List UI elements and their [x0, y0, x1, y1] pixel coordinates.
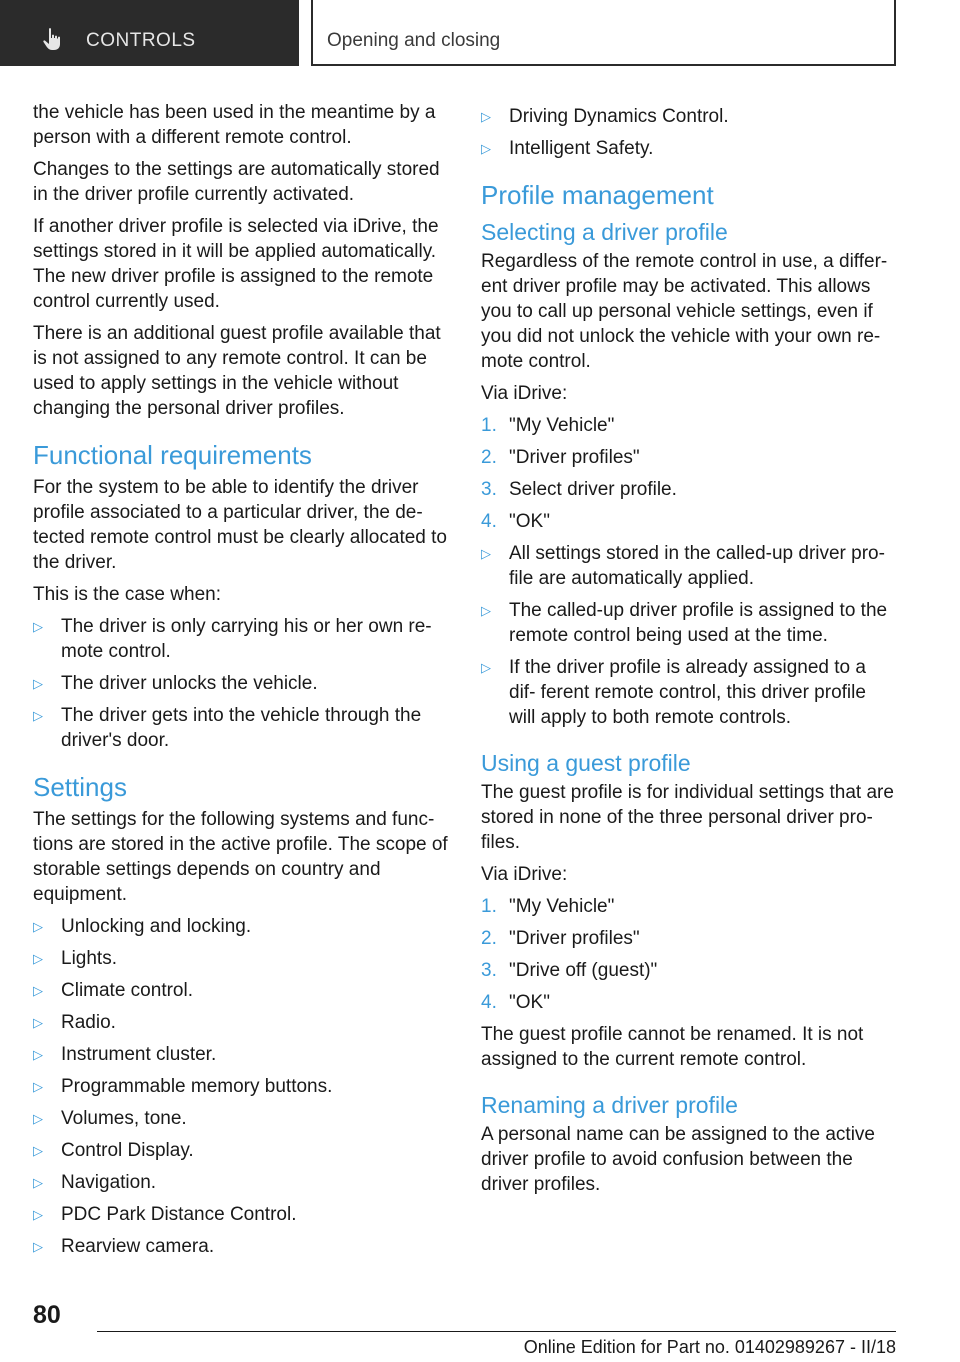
paragraph: The guest profile is for individual settings that are stored in none of the three personal driver pro‐ files.: [481, 782, 894, 853]
right-column: [481, 100, 896, 1204]
selecting-steps: [481, 413, 896, 534]
list-item-text: Climate control.: [61, 980, 193, 1001]
settings-list-continued: [481, 104, 896, 161]
footer-edition-text: Online Edition for Part no. 01402989267 - II/18: [523, 1337, 896, 1357]
step-item: [481, 445, 896, 470]
paragraph: The guest profile cannot be renamed. It is not assigned to the current remote control.: [481, 1024, 864, 1070]
list-item: [33, 703, 448, 753]
paragraph: Via iDrive:: [481, 864, 568, 885]
step-item: [481, 477, 896, 502]
step-item: [481, 926, 896, 951]
list-item-text: The called-up driver profile is assigned to the remote control being used at the time.: [509, 600, 888, 646]
paragraph: If another driver profile is selected via iDrive, the settings stored in it will be applied automatically. The new driver profile is assigned to the remote control currently used.: [33, 216, 439, 312]
triangle-bullet-icon: ▷: [33, 676, 43, 691]
footer-divider: [97, 1331, 896, 1332]
left-column: [33, 100, 448, 1266]
list-item: [481, 598, 896, 648]
paragraph: Regardless of the remote control in use, a differ‐ ent driver profile may be activated. This allows you to call up personal vehicle settings, even if you did not unlock the vehicle with your own re‐ mote control.: [481, 251, 888, 372]
list-item-text: Lights.: [61, 948, 117, 969]
settings-list: [33, 914, 448, 1259]
paragraph: the vehicle has been used in the meantime by a person with a different remote control.: [33, 102, 436, 148]
triangle-bullet-icon: ▷: [33, 1175, 43, 1190]
list-item: [33, 671, 448, 696]
list-item: [33, 978, 448, 1003]
triangle-bullet-icon: ▷: [33, 708, 43, 723]
list-item: [33, 946, 448, 971]
triangle-bullet-icon: ▷: [481, 141, 491, 156]
triangle-bullet-icon: ▷: [33, 1079, 43, 1094]
list-item: [33, 1042, 448, 1067]
step-text: "Drive off (guest)": [509, 960, 658, 981]
list-item-text: All settings stored in the called-up driver pro‐ file are automatically applied.: [509, 543, 885, 589]
triangle-bullet-icon: ▷: [481, 603, 491, 618]
list-item: [33, 1234, 448, 1259]
list-item: [481, 104, 896, 129]
paragraph: Changes to the settings are automatically stored in the driver profile currently activated.: [33, 159, 440, 205]
list-item: [33, 1010, 448, 1035]
requirements-list: [33, 614, 448, 753]
triangle-bullet-icon: ▷: [33, 619, 43, 634]
triangle-bullet-icon: ▷: [33, 983, 43, 998]
heading-functional-requirements: Functional requirements: [33, 440, 312, 470]
list-item-text: Instrument cluster.: [61, 1044, 217, 1065]
step-text: "Driver profiles": [509, 928, 640, 949]
list-item: [33, 1202, 448, 1227]
list-item-text: PDC Park Distance Control.: [61, 1204, 297, 1225]
step-number: 4.: [481, 992, 497, 1013]
paragraph: Via iDrive:: [481, 383, 568, 404]
hand-touch-icon: [40, 26, 66, 52]
paragraph: The settings for the following systems and func‐ tions are stored in the active profile. The scope of storable settings depends on country and equipment.: [33, 809, 448, 905]
step-text: "OK": [509, 992, 550, 1013]
list-item: [481, 655, 896, 730]
triangle-bullet-icon: ▷: [33, 951, 43, 966]
step-item: [481, 509, 896, 534]
heading-renaming-driver-profile: Renaming a driver profile: [481, 1092, 738, 1118]
step-number: 1.: [481, 415, 497, 436]
step-text: "Driver profiles": [509, 447, 640, 468]
paragraph: For the system to be able to identify the driver profile associated to a particular driver, the de‐ tected remote control must be clearly allocated to the driver.: [33, 477, 447, 573]
list-item: [33, 1074, 448, 1099]
step-number: 2.: [481, 447, 497, 468]
list-item: [33, 914, 448, 939]
step-item: [481, 990, 896, 1015]
guest-steps: [481, 894, 896, 1015]
list-item-text: The driver unlocks the vehicle.: [61, 673, 318, 694]
selecting-notes: [481, 541, 896, 730]
heading-settings: Settings: [33, 772, 127, 802]
triangle-bullet-icon: ▷: [481, 546, 491, 561]
list-item: [33, 614, 448, 664]
list-item-text: The driver is only carrying his or her own re‐ mote control.: [61, 616, 432, 662]
page-number: 80: [33, 1301, 61, 1329]
list-item-text: Driving Dynamics Control.: [509, 106, 729, 127]
heading-using-guest-profile: Using a guest profile: [481, 750, 691, 776]
list-item-text: Intelligent Safety.: [509, 138, 654, 159]
heading-selecting-driver-profile: Selecting a driver profile: [481, 219, 728, 245]
list-item: [481, 541, 896, 591]
chapter-title: Opening and closing: [327, 30, 501, 51]
step-text: "My Vehicle": [509, 896, 615, 917]
list-item-text: Unlocking and locking.: [61, 916, 252, 937]
step-text: Select driver profile.: [509, 479, 677, 500]
section-label: CONTROLS: [86, 30, 196, 51]
list-item-text: Navigation.: [61, 1172, 157, 1193]
page-header: [0, 0, 960, 66]
section-tab: [0, 0, 299, 66]
list-item-text: The driver gets into the vehicle through the driver's door.: [61, 705, 422, 751]
chapter-box: [311, 0, 896, 66]
list-item-text: Rearview camera.: [61, 1236, 215, 1257]
triangle-bullet-icon: ▷: [33, 1239, 43, 1254]
triangle-bullet-icon: ▷: [33, 1047, 43, 1062]
triangle-bullet-icon: ▷: [33, 1207, 43, 1222]
step-item: [481, 413, 896, 438]
list-item-text: Radio.: [61, 1012, 116, 1033]
step-number: 4.: [481, 511, 497, 532]
triangle-bullet-icon: ▷: [481, 660, 491, 675]
paragraph: There is an additional guest profile available that is not assigned to any remote control. It can be used to apply settings in the vehicle without changing the personal driver profiles.: [33, 323, 441, 419]
step-number: 3.: [481, 960, 497, 981]
step-item: [481, 958, 896, 983]
list-item: [33, 1106, 448, 1131]
triangle-bullet-icon: ▷: [481, 109, 491, 124]
heading-profile-management: Profile management: [481, 180, 714, 210]
step-number: 2.: [481, 928, 497, 949]
triangle-bullet-icon: ▷: [33, 1143, 43, 1158]
step-item: [481, 894, 896, 919]
paragraph: A personal name can be assigned to the active driver profile to avoid confusion between the driver profiles.: [481, 1124, 875, 1195]
step-text: "My Vehicle": [509, 415, 615, 436]
triangle-bullet-icon: ▷: [33, 919, 43, 934]
list-item-text: Volumes, tone.: [61, 1108, 187, 1129]
paragraph: This is the case when:: [33, 584, 221, 605]
step-text: "OK": [509, 511, 550, 532]
triangle-bullet-icon: ▷: [33, 1111, 43, 1126]
triangle-bullet-icon: ▷: [33, 1015, 43, 1030]
list-item-text: If the driver profile is already assigned to a dif‐ ferent remote control, this driver profile will apply to both remote controls.: [509, 657, 866, 728]
list-item: [481, 136, 896, 161]
list-item: [33, 1170, 448, 1195]
step-number: 1.: [481, 896, 497, 917]
list-item-text: Programmable memory buttons.: [61, 1076, 333, 1097]
list-item-text: Control Display.: [61, 1140, 194, 1161]
list-item: [33, 1138, 448, 1163]
step-number: 3.: [481, 479, 497, 500]
